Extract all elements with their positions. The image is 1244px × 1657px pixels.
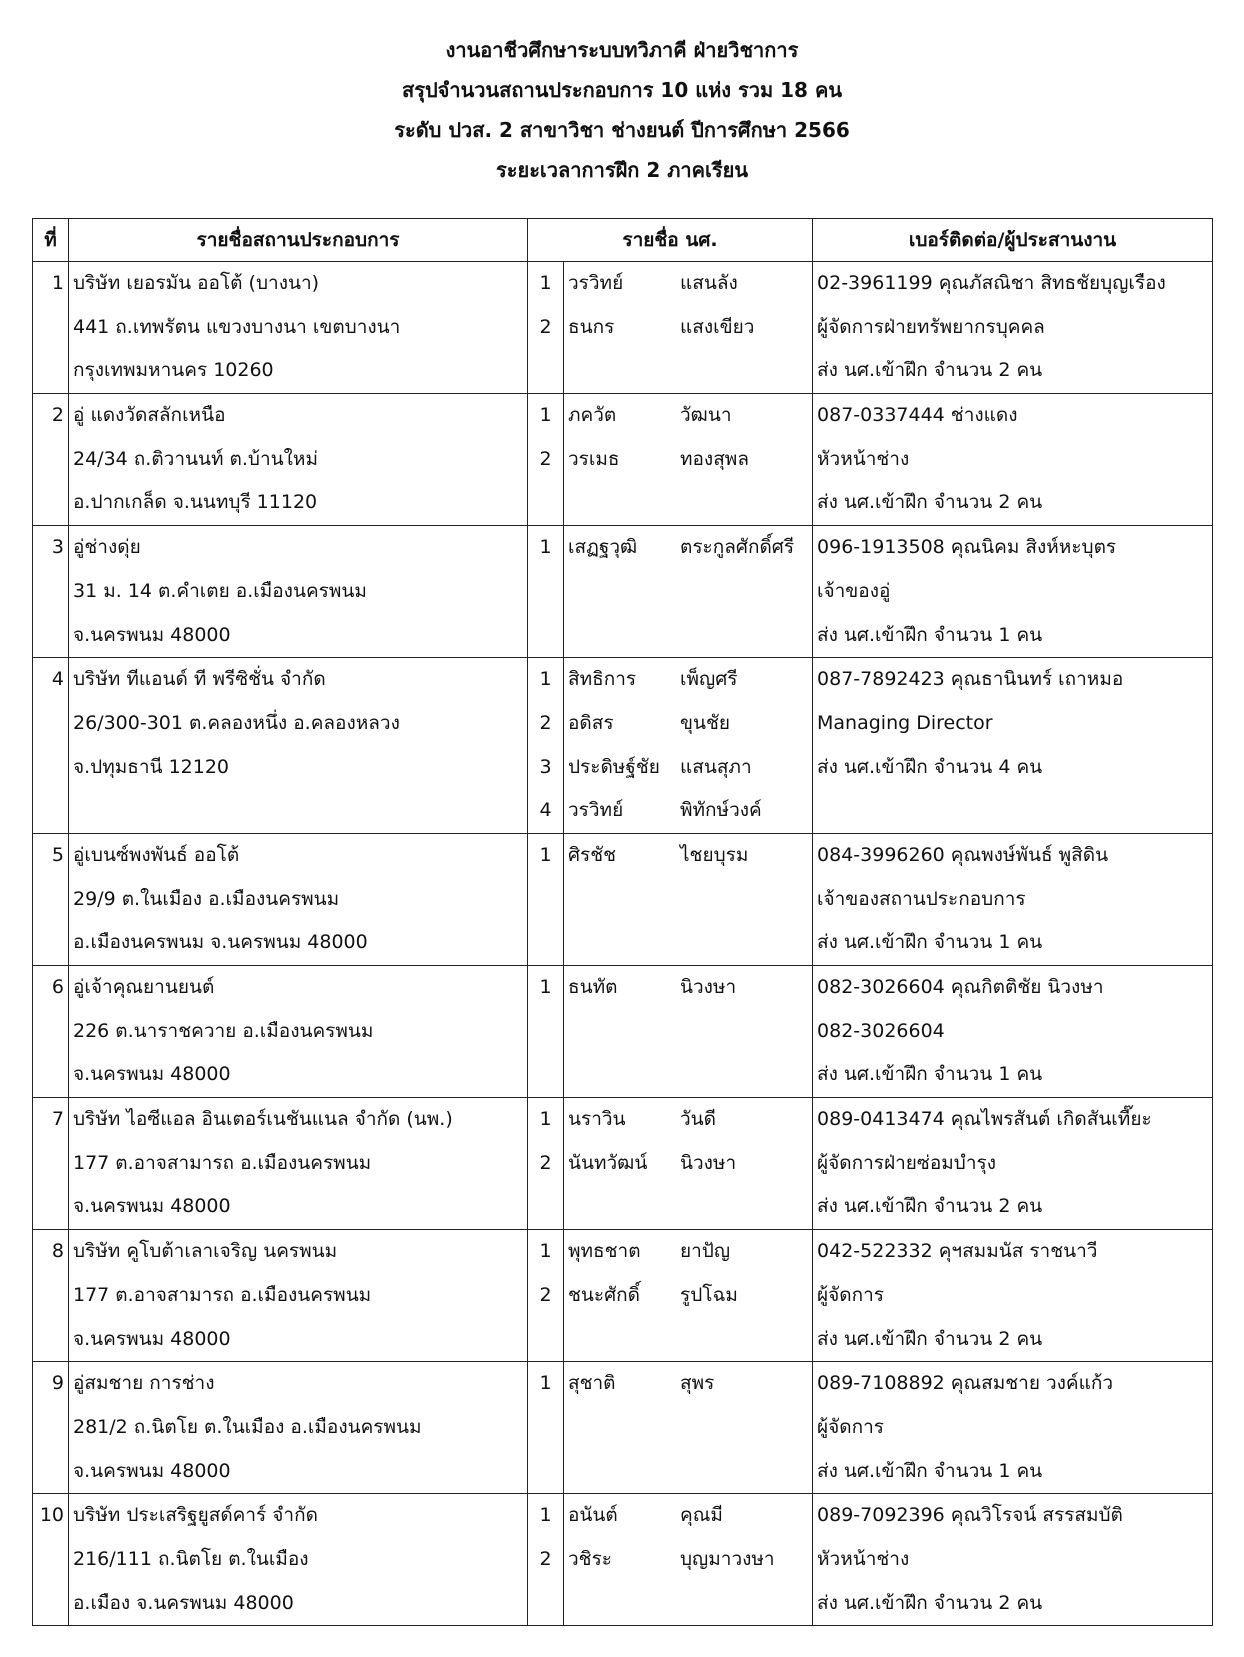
student-number-cell — [528, 262, 564, 394]
student-count-note: ส่ง นศ.เข้าฝึก จำนวน 2 คน — [817, 359, 1043, 382]
row-number-text: 4 — [51, 668, 64, 691]
student-number: 1 — [539, 843, 552, 866]
student-count-note: ส่ง นศ.เข้าฝึก จำนวน 2 คน — [817, 1327, 1043, 1350]
contact-cell — [813, 526, 1213, 658]
student-first-name: อดิสร — [568, 711, 614, 734]
student-name — [564, 1494, 812, 1538]
student-number: 1 — [539, 976, 552, 998]
student-surname: สุพร — [680, 1372, 715, 1395]
student-surname: แสนลัง — [680, 272, 738, 294]
header-program: ระดับ ปวส. 2 สาขาวิชา ช่างยนต์ ปีการศึกษา 2566 — [394, 118, 850, 142]
row-number-text: 10 — [39, 1504, 64, 1527]
establishment-name: บริษัท ไอซีแอล อินเตอร์เนชันแนล จำกัด (นพ.) — [73, 1108, 453, 1131]
student-first-name: ธนทัต — [568, 976, 618, 998]
student-count-note: ส่ง นศ.เข้าฝึก จำนวน 4 คน — [817, 755, 1043, 778]
student-name — [564, 306, 812, 350]
row-number — [33, 1230, 69, 1362]
contact-role: Managing Director — [817, 711, 993, 734]
student-surname: ไชยบุรม — [680, 843, 749, 866]
document-header — [0, 30, 1244, 190]
contact-cell — [813, 394, 1213, 526]
establishment-address: จ.นครพนม 48000 — [73, 1195, 231, 1218]
student-count-note: ส่ง นศ.เข้าฝึก จำนวน 1 คน — [817, 931, 1043, 954]
table-row — [33, 833, 1213, 965]
student-number-cell — [528, 394, 564, 526]
establishment-address: 177 ต.อาจสามารถ อ.เมืองนครพนม — [73, 1151, 372, 1174]
student-names-cell — [564, 1362, 813, 1494]
student-number: 1 — [539, 1240, 552, 1263]
table-header-row — [33, 219, 1213, 262]
contact-phone-person: 042-522332 คุฯสมมนัส ราชนาวี — [817, 1240, 1098, 1263]
student-surname: ยาปัญ — [680, 1240, 731, 1263]
student-names-cell — [564, 262, 813, 394]
student-name — [564, 394, 812, 438]
student-surname: เพ็ญศรี — [680, 668, 738, 691]
establishment-name: อู่ช่างดุ่ย — [73, 536, 141, 559]
row-number-text: 6 — [51, 976, 64, 998]
contact-phone-person: 089-0413474 คุณไพรสันต์ เกิดสันเที๊ยะ — [817, 1108, 1152, 1131]
establishment-address: 281/2 ถ.นิตโย ต.ในเมือง อ.เมืองนครพนม — [73, 1415, 422, 1438]
student-first-name: วชิระ — [568, 1547, 612, 1570]
student-count-note: ส่ง นศ.เข้าฝึก จำนวน 2 คน — [817, 491, 1043, 514]
student-number: 1 — [539, 404, 552, 427]
establishment-name: บริษัท เยอรมัน ออโต้ (บางนา) — [73, 272, 320, 294]
header-no: ที่ — [33, 219, 69, 262]
student-surname: รูปโฉม — [680, 1283, 738, 1306]
header-department: งานอาชีวศึกษาระบบทวิภาคี ฝ่ายวิชาการ — [445, 38, 799, 62]
establishment-name: บริษัท ทีแอนด์ ที พรีซิชั่น จำกัด — [73, 668, 326, 691]
establishment-cell — [69, 658, 528, 834]
student-first-name: อนันต์ — [568, 1504, 618, 1527]
student-name — [564, 789, 812, 833]
student-surname: นิวงษา — [680, 976, 737, 998]
establishment-name: อู่สมชาย การช่าง — [73, 1372, 215, 1395]
table-row — [33, 262, 1213, 394]
contact-cell — [813, 1098, 1213, 1230]
contact-cell — [813, 966, 1213, 1098]
establishment-address: 177 ต.อาจสามารถ อ.เมืองนครพนม — [73, 1283, 372, 1306]
student-surname: นิวงษา — [680, 1151, 737, 1174]
student-number-cell — [528, 1098, 564, 1230]
student-surname: ตระกูลศักดิ์ศรี — [680, 536, 795, 559]
establishment-address: 24/34 ถ.ติวานนท์ ต.บ้านใหม่ — [73, 447, 318, 470]
student-number-cell — [528, 658, 564, 834]
establishment-cell — [69, 966, 528, 1098]
header-establishment: รายชื่อสถานประกอบการ — [69, 219, 528, 262]
student-first-name: นราวิน — [568, 1108, 626, 1131]
student-first-name: ประดิษฐ์ชัย — [568, 755, 660, 778]
header-summary: สรุปจำนวนสถานประกอบการ 10 แห่ง รวม 18 คน — [402, 78, 842, 102]
row-number-text: 7 — [51, 1108, 64, 1131]
establishment-name: บริษัท คูโบต้าเลาเจริญ นครพนม — [73, 1240, 338, 1263]
student-names-cell — [564, 1098, 813, 1230]
student-first-name: เสฏฐวุฒิ — [568, 536, 638, 559]
table-row — [33, 526, 1213, 658]
contact-phone-person: 084-3996260 คุณพงษ์พันธ์ พูสิดิน — [817, 843, 1109, 866]
student-name — [564, 966, 812, 1010]
establishment-address: จ.ปทุมธานี 12120 — [73, 755, 230, 778]
row-number-text: 1 — [51, 272, 64, 294]
placement-table — [32, 218, 1213, 1626]
establishment-cell — [69, 833, 528, 965]
row-number — [33, 1362, 69, 1494]
student-surname: ขุนชัย — [680, 711, 731, 734]
establishment-cell — [69, 394, 528, 526]
row-number — [33, 262, 69, 394]
student-names-cell — [564, 966, 813, 1098]
table-row — [33, 394, 1213, 526]
student-first-name: ธนกร — [568, 315, 615, 338]
establishment-address: 29/9 ต.ในเมือง อ.เมืองนครพนม — [73, 887, 340, 910]
student-number: 1 — [539, 1372, 552, 1395]
contact-role: ผู้จัดการ — [817, 1283, 884, 1306]
row-number-text: 3 — [51, 536, 64, 559]
student-number: 1 — [539, 1108, 552, 1131]
student-surname: แสนสุภา — [680, 755, 752, 778]
row-number — [33, 833, 69, 965]
contact-role: หัวหน้าช่าง — [817, 1547, 910, 1570]
establishment-address: จ.นครพนม 48000 — [73, 1063, 231, 1086]
student-number: 2 — [539, 447, 552, 470]
student-number: 3 — [539, 755, 552, 778]
establishment-address: จ.นครพนม 48000 — [73, 1459, 231, 1482]
student-name — [564, 438, 812, 482]
table-row — [33, 658, 1213, 834]
student-number-cell — [528, 966, 564, 1098]
student-name — [564, 1142, 812, 1186]
student-first-name: สุชาติ — [568, 1372, 616, 1395]
student-number: 1 — [539, 668, 552, 691]
student-number: 1 — [539, 272, 552, 294]
establishment-cell — [69, 526, 528, 658]
student-first-name: ศิรชัช — [568, 843, 617, 866]
contact-phone-person: 089-7108892 คุณสมชาย วงค์แก้ว — [817, 1372, 1114, 1395]
row-number — [33, 1494, 69, 1626]
table-row — [33, 1494, 1213, 1626]
row-number — [33, 394, 69, 526]
student-names-cell — [564, 394, 813, 526]
contact-cell — [813, 1494, 1213, 1626]
student-number: 2 — [539, 711, 552, 734]
contact-cell — [813, 1362, 1213, 1494]
student-name — [564, 1538, 812, 1582]
contact-role: หัวหน้าช่าง — [817, 447, 910, 470]
student-number-cell — [528, 1230, 564, 1362]
table-row — [33, 1362, 1213, 1494]
establishment-cell — [69, 1494, 528, 1626]
student-surname: วันดี — [680, 1108, 716, 1131]
contact-cell — [813, 658, 1213, 834]
student-count-note: ส่ง นศ.เข้าฝึก จำนวน 2 คน — [817, 1195, 1043, 1218]
establishment-address: อ.เมืองนครพนม จ.นครพนม 48000 — [73, 931, 368, 954]
contact-role: 082-3026604 — [817, 1019, 945, 1042]
student-number-cell — [528, 1494, 564, 1626]
header-students: รายชื่อ นศ. — [528, 219, 813, 262]
table-row — [33, 1098, 1213, 1230]
student-surname: วัฒนา — [680, 404, 732, 427]
student-names-cell — [564, 526, 813, 658]
contact-cell — [813, 262, 1213, 394]
student-number: 1 — [539, 1504, 552, 1527]
student-names-cell — [564, 1494, 813, 1626]
contact-phone-person: 089-7092396 คุณวิโรจน์ สรรสมบัติ — [817, 1504, 1123, 1527]
student-first-name: วรวิทย์ — [568, 799, 624, 822]
table-row — [33, 966, 1213, 1098]
student-name — [564, 1362, 812, 1406]
student-number-cell — [528, 833, 564, 965]
establishment-address: กรุงเทพมหานคร 10260 — [73, 359, 274, 382]
table-row — [33, 1230, 1213, 1362]
student-number: 2 — [539, 1547, 552, 1570]
student-count-note: ส่ง นศ.เข้าฝึก จำนวน 2 คน — [817, 1591, 1043, 1614]
row-number — [33, 966, 69, 1098]
student-first-name: ภควัต — [568, 404, 617, 427]
header-contact: เบอร์ติดต่อ/ผู้ประสานงาน — [813, 219, 1213, 262]
contact-role: เจ้าของสถานประกอบการ — [817, 887, 1026, 910]
student-surname: พิทักษ์วงค์ — [680, 799, 762, 822]
student-number: 1 — [539, 536, 552, 559]
establishment-cell — [69, 1362, 528, 1494]
establishment-cell — [69, 1098, 528, 1230]
establishment-cell — [69, 1230, 528, 1362]
student-number-cell — [528, 1362, 564, 1494]
contact-phone-person: 082-3026604 คุณกิตติชัย นิวงษา — [817, 976, 1104, 998]
student-count-note: ส่ง นศ.เข้าฝึก จำนวน 1 คน — [817, 623, 1043, 646]
student-name — [564, 746, 812, 790]
student-name — [564, 526, 812, 570]
row-number-text: 9 — [51, 1372, 64, 1395]
student-surname: คุณมี — [680, 1504, 723, 1527]
student-number: 4 — [539, 799, 552, 822]
establishment-name: บริษัท ประเสริฐยูสด์คาร์ จำกัด — [73, 1504, 318, 1527]
establishment-address: 226 ต.นาราชควาย อ.เมืองนครพนม — [73, 1019, 374, 1042]
contact-role: เจ้าของอู่ — [817, 579, 891, 602]
contact-cell — [813, 833, 1213, 965]
header-duration: ระยะเวลาการฝึก 2 ภาคเรียน — [495, 158, 748, 182]
student-number-cell — [528, 526, 564, 658]
establishment-address: อ.ปากเกล็ด จ.นนทบุรี 11120 — [73, 491, 318, 514]
student-names-cell — [564, 658, 813, 834]
row-number — [33, 658, 69, 834]
establishment-address: จ.นครพนม 48000 — [73, 623, 231, 646]
contact-phone-person: 087-0337444 ช่างแดง — [817, 404, 1018, 427]
student-name — [564, 702, 812, 746]
row-number — [33, 1098, 69, 1230]
establishment-address: 441 ถ.เทพรัตน แขวงบางนา เขตบางนา — [73, 315, 401, 338]
row-number-text: 2 — [51, 404, 64, 427]
student-number: 2 — [539, 315, 552, 338]
student-count-note: ส่ง นศ.เข้าฝึก จำนวน 1 คน — [817, 1063, 1043, 1086]
contact-phone-person: 087-7892423 คุณธานินทร์ เถาหมอ — [817, 668, 1124, 691]
student-name — [564, 262, 812, 306]
establishment-address: 216/111 ถ.นิตโย ต.ในเมือง — [73, 1547, 309, 1570]
row-number — [33, 526, 69, 658]
student-names-cell — [564, 833, 813, 965]
contact-phone-person: 02-3961199 คุณภัสณิชา สิทธชัยบุญเรือง — [817, 272, 1166, 294]
establishment-address: 26/300-301 ต.คลองหนึ่ง อ.คลองหลวง — [73, 711, 400, 734]
establishment-address: 31 ม. 14 ต.คำเตย อ.เมืองนครพนม — [73, 579, 367, 602]
student-name — [564, 658, 812, 702]
establishment-name: อู่ แดงวัดสลักเหนือ — [73, 404, 226, 427]
student-first-name: พุทธชาต — [568, 1240, 641, 1263]
student-first-name: สิทธิการ — [568, 668, 637, 691]
student-first-name: นันทวัฒน์ — [568, 1151, 648, 1174]
student-names-cell — [564, 1230, 813, 1362]
student-surname: บุญมาวงษา — [680, 1547, 775, 1570]
establishment-address: อ.เมือง จ.นครพนม 48000 — [73, 1591, 294, 1614]
establishment-name: อู่เบนซ์พงพันธ์ ออโต้ — [73, 843, 240, 866]
student-first-name: วรเมธ — [568, 447, 620, 470]
student-first-name: วรวิทย์ — [568, 272, 624, 294]
contact-role: ผู้จัดการฝ่ายทรัพยากรบุคคล — [817, 315, 1045, 338]
contact-phone-person: 096-1913508 คุณนิคม สิงห์หะบุตร — [817, 536, 1117, 559]
table-body — [33, 262, 1213, 1626]
contact-role: ผู้จัดการฝ่ายซ่อมบำรุง — [817, 1151, 996, 1174]
row-number-text: 8 — [51, 1240, 64, 1263]
student-count-note: ส่ง นศ.เข้าฝึก จำนวน 1 คน — [817, 1459, 1043, 1482]
student-name — [564, 1098, 812, 1142]
student-first-name: ชนะศักดิ์ — [568, 1283, 640, 1306]
establishment-name: อู่เจ้าคุณยานยนต์ — [73, 976, 215, 998]
student-number: 2 — [539, 1151, 552, 1174]
establishment-address: จ.นครพนม 48000 — [73, 1327, 231, 1350]
student-name — [564, 1230, 812, 1274]
student-surname: แสงเขียว — [680, 315, 755, 338]
contact-cell — [813, 1230, 1213, 1362]
row-number-text: 5 — [51, 843, 64, 866]
contact-role: ผู้จัดการ — [817, 1415, 884, 1438]
student-name — [564, 834, 812, 878]
student-surname: ทองสุพล — [680, 447, 749, 470]
student-number: 2 — [539, 1283, 552, 1306]
student-name — [564, 1274, 812, 1318]
establishment-cell — [69, 262, 528, 394]
